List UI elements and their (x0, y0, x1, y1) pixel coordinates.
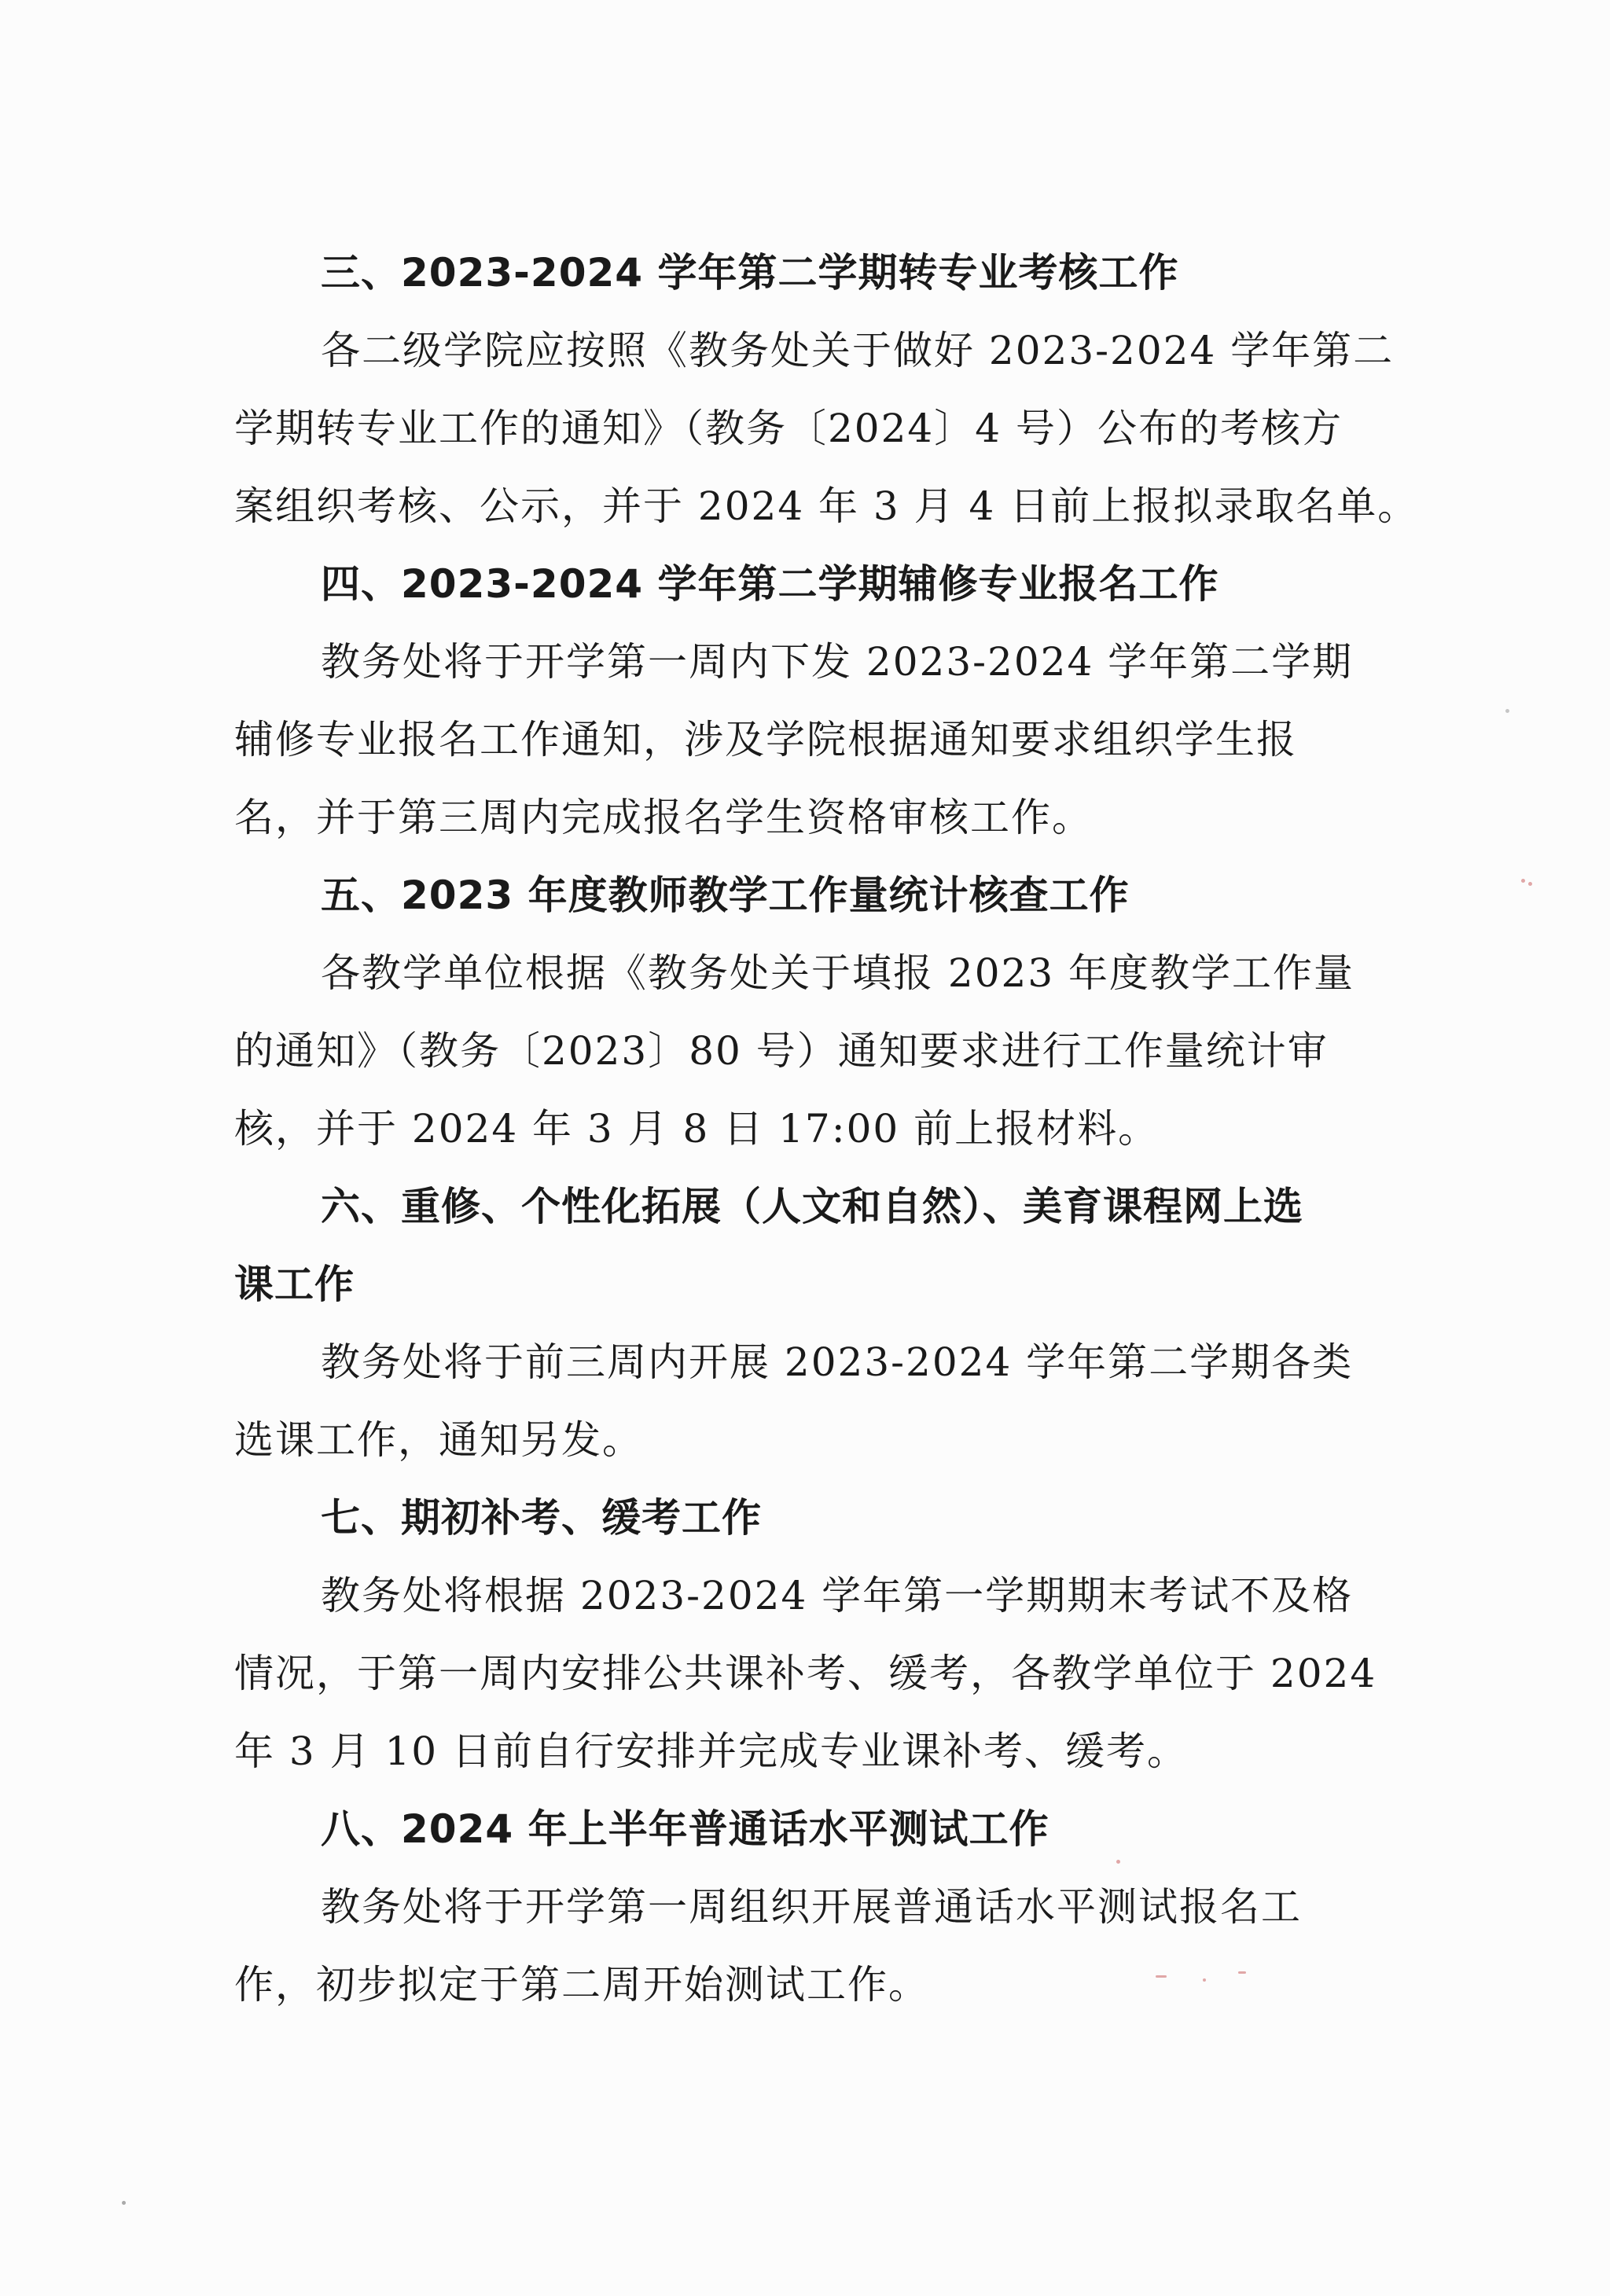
body-line: 作，初步拟定于第二周开始测试工作。 (234, 1962, 929, 2008)
ink-speck (122, 2201, 126, 2205)
body-line: 核，并于 2024 年 3 月 8 日 17:00 前上报材料。 (234, 1106, 1160, 1152)
ink-speck (1528, 882, 1532, 886)
section-heading: 六、重修、个性化拓展（人文和自然）、美育课程网上选 (321, 1184, 1303, 1229)
section-heading: 三、2023-2024 学年第二学期转专业考核工作 (321, 250, 1179, 296)
body-line: 教务处将根据 2023-2024 学年第一学期期末考试不及格 (321, 1573, 1354, 1618)
body-line: 学期转专业工作的通知》（教务〔2024〕4 号）公布的考核方 (234, 406, 1343, 451)
body-line: 辅修专业报名工作通知，涉及学院根据通知要求组织学生报 (234, 717, 1297, 762)
body-line: 的通知》（教务〔2023〕80 号）通知要求进行工作量统计审 (234, 1028, 1329, 1074)
section-heading: 七、期初补考、缓考工作 (321, 1495, 762, 1541)
ink-speck (1505, 709, 1509, 713)
body-line: 年 3 月 10 日前自行安排并完成专业课补考、缓考。 (234, 1728, 1189, 1774)
body-line: 教务处将于开学第一周组织开展普通话水平测试报名工 (321, 1884, 1302, 1930)
body-line: 名，并于第三周内完成报名学生资格审核工作。 (234, 795, 1093, 840)
document-body (234, 234, 1419, 2024)
body-line: 各教学单位根据《教务处关于填报 2023 年度教学工作量 (321, 950, 1355, 996)
body-line: 教务处将于前三周内开展 2023-2024 学年第二学期各类 (321, 1339, 1354, 1385)
section-heading: 四、2023-2024 学年第二学期辅修专业报名工作 (321, 561, 1219, 607)
ink-speck (1521, 879, 1525, 883)
section-heading: 五、2023 年度教师教学工作量统计核查工作 (321, 872, 1130, 918)
section-heading: 八、2024 年上半年普通话水平测试工作 (321, 1806, 1049, 1852)
body-line: 教务处将于开学第一周内下发 2023-2024 学年第二学期 (321, 639, 1354, 685)
body-line: 情况，于第一周内安排公共课补考、缓考，各教学单位于 2024 (234, 1651, 1377, 1696)
body-line: 选课工作，通知另发。 (234, 1417, 643, 1463)
body-line: 案组织考核、公示，并于 2024 年 3 月 4 日前上报拟录取名单。 (234, 483, 1419, 529)
section-heading-continued: 课工作 (234, 1262, 355, 1307)
body-line: 各二级学院应按照《教务处关于做好 2023-2024 学年第二 (321, 328, 1395, 373)
